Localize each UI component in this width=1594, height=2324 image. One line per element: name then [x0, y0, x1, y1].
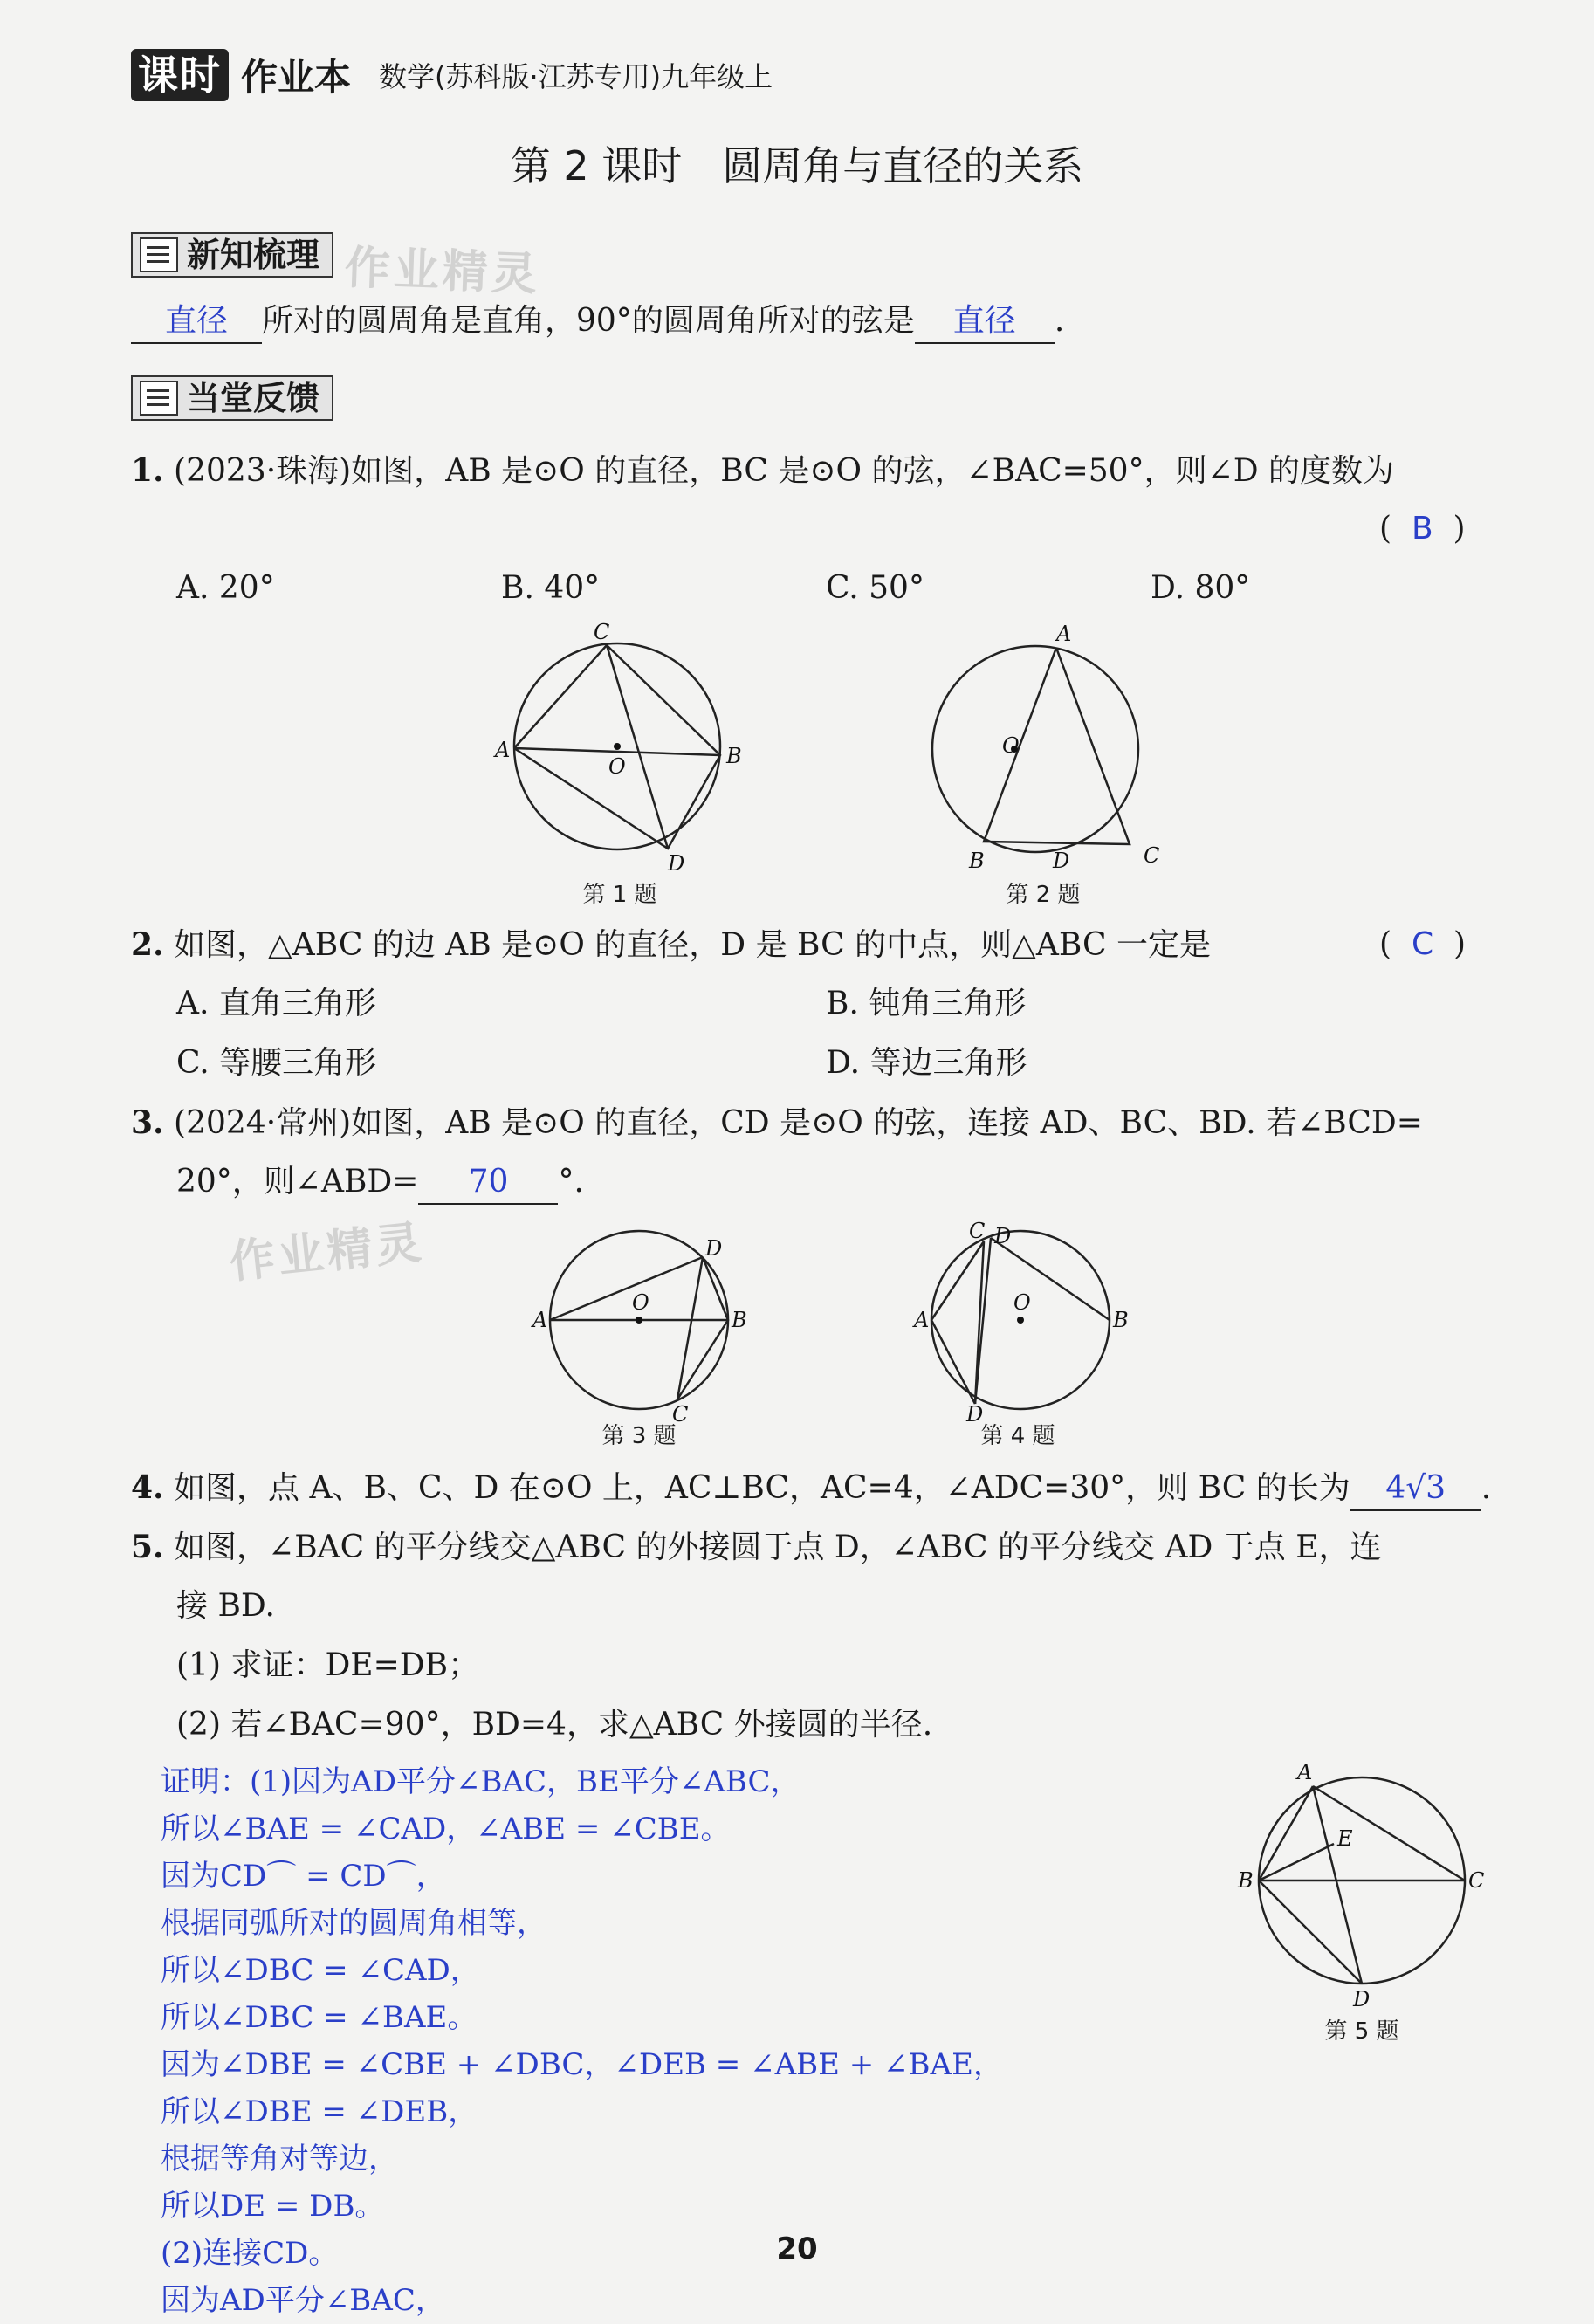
- q1-option-a: A. 20°: [176, 570, 275, 606]
- figure-1-caption: 第 1 题: [582, 882, 657, 908]
- fig2-label-d: D: [1053, 849, 1070, 873]
- brand-logo: 课时: [131, 49, 229, 101]
- solution-line: 所以DE = DB。: [161, 2189, 385, 2224]
- intro-blank-1: 直径: [131, 300, 262, 344]
- q3-number: 3.: [131, 1104, 164, 1141]
- q2-stem: 如图，△ABC 的边 AB 是⊙O 的直径，D 是 BC 的中点，则△ABC 一定是: [174, 927, 1211, 963]
- q2-answer: C: [1411, 926, 1434, 962]
- section-label: 当堂反馈: [187, 379, 320, 417]
- solution-line: 所以∠DBE = ∠DEB，: [161, 2094, 478, 2129]
- q1-stem: (2023·珠海)如图，AB 是⊙O 的直径，BC 是⊙O 的弦，∠BAC=50°，则∠D 的度数为: [174, 453, 1395, 489]
- fig4-label-d: D: [966, 1402, 984, 1423]
- solution-line: 证明：(1)因为AD平分∠BAC，BE平分∠ABC，: [161, 1764, 800, 1799]
- page-header: [131, 49, 773, 101]
- figure-3-caption: 第 3 题: [601, 1423, 677, 1449]
- fig4-label-o: O: [1013, 1290, 1031, 1315]
- intro-blank-2: 直径: [915, 300, 1055, 344]
- solution-line: 因为CD⌒ = CD⌒，: [161, 1859, 446, 1894]
- section-label: 新知梳理: [187, 236, 320, 274]
- q2-option-a: A. 直角三角形: [176, 986, 376, 1021]
- q4-text: [131, 1467, 1491, 1511]
- fig5-label-a: A: [1297, 1760, 1313, 1784]
- fig3-label-d: D: [705, 1236, 723, 1261]
- q3-line-1: [131, 1102, 1423, 1145]
- fig5-label-c: C: [1468, 1868, 1485, 1893]
- solution-line: 所以∠DBC = ∠CAD，: [161, 1953, 480, 1988]
- q1-number: 1.: [131, 452, 164, 489]
- solution-line: 根据等角对等边，: [161, 2142, 398, 2176]
- fig5-label-d: D: [1353, 1987, 1371, 2008]
- section-feedback: [131, 375, 333, 421]
- q3-line-2: [176, 1161, 584, 1205]
- q2-number: 2.: [131, 926, 164, 963]
- q1-option-c: C. 50°: [826, 570, 924, 606]
- q5-number: 5.: [131, 1529, 164, 1565]
- fig3-label-a: A: [532, 1308, 548, 1332]
- fig5-label-b: B: [1238, 1868, 1254, 1893]
- q3-stem-2: 20°，则∠ABD=: [176, 1164, 419, 1200]
- q1-text: [131, 450, 1394, 492]
- solution-line: 因为AD平分∠BAC，: [161, 2283, 445, 2318]
- q5-stem: 如图，∠BAC 的平分线交△ABC 的外接圆于点 D，∠ABC 的平分线交 AD 于点 E，连: [174, 1530, 1382, 1565]
- q3-answer: 70: [418, 1161, 558, 1205]
- q2-option-c: C. 等腰三角形: [176, 1045, 377, 1081]
- q2-text: [131, 924, 1211, 966]
- q1-option-b: B. 40°: [501, 570, 601, 606]
- figure-5-caption: 第 5 题: [1324, 2018, 1399, 2045]
- pencil-icon: [140, 381, 178, 416]
- brand-subtitle: 作业本: [241, 56, 352, 99]
- fig2-label-o: O: [1002, 733, 1020, 758]
- notebook-icon: [140, 237, 178, 272]
- q4-end: .: [1481, 1470, 1492, 1506]
- q5-line-2: 接 BD.: [176, 1588, 275, 1624]
- watermark-2: 作业精灵: [227, 1216, 428, 1289]
- q1-answer: B: [1411, 511, 1433, 547]
- q5-line-1: [131, 1526, 1382, 1569]
- book-subtitle: 数学(苏科版·江苏专用)九年级上: [379, 60, 773, 93]
- fig4-label-c: C: [969, 1220, 986, 1243]
- fig1-label-o: O: [608, 754, 626, 779]
- fig4-label-b: B: [1113, 1308, 1129, 1332]
- fig4-label-d-top: D: [994, 1224, 1012, 1248]
- fig1-label-b: B: [726, 744, 742, 768]
- figure-4-caption: 第 4 题: [980, 1423, 1055, 1449]
- fig2-label-c: C: [1144, 843, 1160, 868]
- intro-text: 所对的圆周角是直角，90°的圆周角所对的弦是: [262, 303, 915, 339]
- fig3-label-c: C: [672, 1402, 689, 1423]
- q2-option-d: D. 等边三角形: [826, 1045, 1027, 1081]
- fig2-label-b: B: [969, 849, 985, 873]
- fig5-label-e: E: [1337, 1826, 1353, 1851]
- fig1-label-a: A: [495, 738, 511, 762]
- fig3-label-b: B: [732, 1308, 747, 1332]
- solution-line: 所以∠BAE = ∠CAD，∠ABE = ∠CBE。: [161, 1812, 731, 1846]
- watermark: 作业精灵: [343, 242, 541, 301]
- figure-3: [524, 1222, 751, 1423]
- solution-line: 根据同弧所对的圆周角相等，: [161, 1906, 546, 1941]
- solution-line: 所以∠DBC = ∠BAE。: [161, 2000, 478, 2035]
- q5-part-1: (1) 求证：DE=DB；: [176, 1647, 480, 1683]
- q3-end: °.: [558, 1164, 584, 1200]
- q2-option-b: B. 钝角三角形: [826, 986, 1027, 1021]
- q4-answer: 4√3: [1350, 1468, 1481, 1511]
- q4-stem: 如图，点 A、B、C、D 在⊙O 上，AC⊥BC，AC=4，∠ADC=30°，则 BC 的长为: [174, 1470, 1350, 1506]
- solution-line: 因为∠DBE = ∠CBE + ∠DBC，∠DEB = ∠ABE + ∠BAE，: [161, 2047, 1003, 2082]
- q5-part-2: (2) 若∠BAC=90°，BD=4，求△ABC 外接圆的半径.: [176, 1707, 933, 1743]
- section-new-knowledge: [131, 232, 333, 278]
- intro-line: [131, 300, 1064, 344]
- fig2-label-a: A: [1056, 622, 1072, 646]
- fig3-label-o: O: [632, 1290, 649, 1315]
- fig1-label-d: D: [668, 851, 685, 876]
- q1-option-d: D. 80°: [1151, 570, 1251, 606]
- solution-line: (2)连接CD。: [161, 2236, 339, 2271]
- figure-4: [903, 1220, 1130, 1423]
- page-number: 20: [776, 2231, 818, 2266]
- page-title: 第 2 课时 圆周角与直径的关系: [510, 142, 1084, 189]
- figure-2: [899, 622, 1178, 884]
- solution-block: [161, 1758, 1003, 2324]
- fig4-label-a: A: [914, 1308, 930, 1332]
- q3-stem: (2024·常州)如图，AB 是⊙O 的直径，CD 是⊙O 的弦，连接 AD、BC、BD. 若∠BCD=: [174, 1105, 1423, 1141]
- intro-end: .: [1054, 303, 1065, 339]
- figure-1: [489, 622, 751, 884]
- figure-5: [1231, 1755, 1493, 2008]
- figure-2-caption: 第 2 题: [1006, 882, 1081, 908]
- q2-answer-bracket: ( C ): [1379, 926, 1467, 962]
- q1-answer-bracket: ( B ): [1379, 511, 1466, 547]
- q4-number: 4.: [131, 1469, 164, 1506]
- fig1-label-c: C: [594, 622, 610, 644]
